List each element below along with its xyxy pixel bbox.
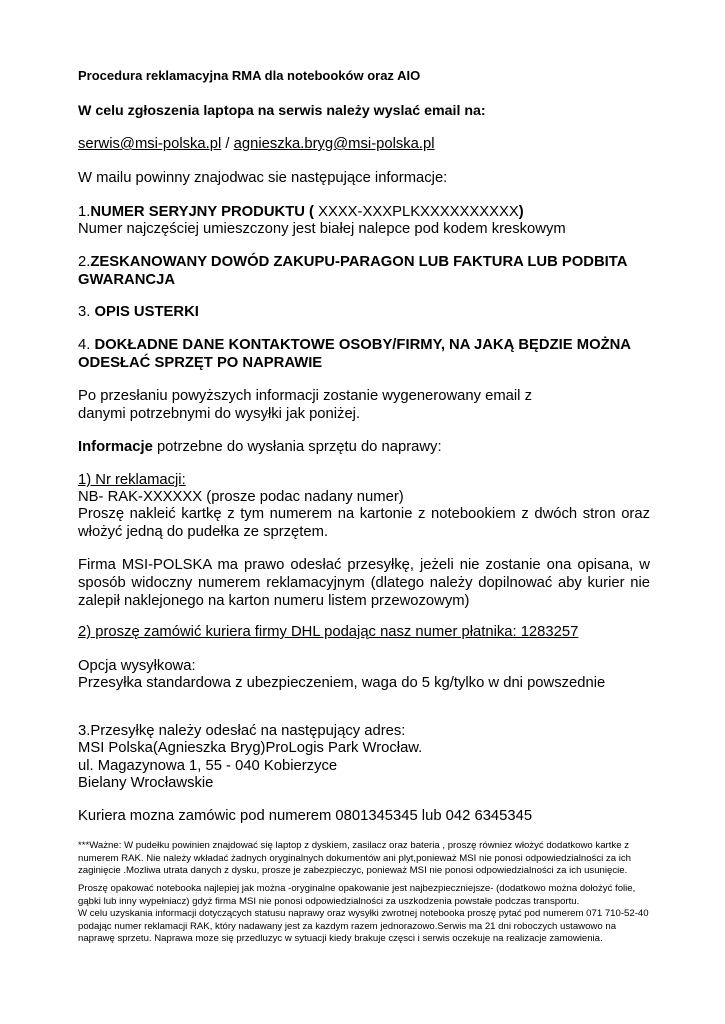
- rek-number-line: NB- RAK-XXXXXX (prosze podac nadany numer): [78, 489, 404, 505]
- mail-intro: W mailu powinny znajodwac sie następujące informacje:: [78, 170, 448, 186]
- email-separator: /: [221, 136, 234, 152]
- notes-block: [78, 883, 650, 946]
- email-link-serwis[interactable]: serwis@msi-polska.pl: [78, 136, 222, 152]
- doc-title: Procedura reklamacyjna RMA dla notebooków oraz AIO: [78, 68, 421, 83]
- courier-line: Kuriera mozna zamówic pod numerem 0801345345 lub 042 6345345: [78, 808, 533, 824]
- item-serial-value: XXXX-XXXPLKXXXXXXXXXX: [318, 204, 519, 220]
- item-serial-label: NUMER SERYJNY PRODUKTU (: [90, 204, 319, 220]
- opcja-text: Przesyłka standardowa z ubezpieczeniem, waga do 5 kg/tylko w dni powszednie: [78, 675, 606, 691]
- email-line: [78, 135, 650, 153]
- item-contact-text: DOKŁADNE DANE KONTAKTOWE OSOBY/FIRMY, NA JAKĄ BĘDZIE MOŻNA ODESŁAĆ SPRZĘT PO NAPRAWIE: [78, 337, 631, 371]
- address-line-1: MSI Polska(Agnieszka Bryg)ProLogis Park Wrocław.: [78, 740, 423, 756]
- after-paragraph: Po przesłaniu powyższych informacji zostanie wygenerowany email z danymi potrzebnymi do wysyłki jak poniżej.: [78, 388, 532, 422]
- item-contact: [78, 336, 658, 372]
- item-receipt: [78, 253, 658, 289]
- firma-paragraph: Firma MSI-POLSKA ma prawo odesłać przesyłkę, jeżeli nie zostanie ona opisana, w sposób widoczny numerem reklamacyjnym (dlatego należy dopilnować aby kurier nie zalepił naklejonego na karton numeru listem przewozowym): [78, 557, 650, 609]
- important-note: ***Ważne: W pudełku powinien znajdować się laptop z dyskiem, zasilacz oraz bateria , proszę równiez włożyć dodatkowo kartke z numerem RAK. Nie należy wkładać żadnych oryginalnych dokumentów ani plyt,ponieważ MSI nie ponosi odpowiedzialności za ich zaginięcie .Mozliwa utrata danych z dysku, prosze je zabezpieczyc, ponieważ MSI nie ponosi odpowiedzialności za ich usunięcie.: [78, 840, 631, 877]
- item-serial: [78, 203, 650, 221]
- opcja-label: Opcja wysyłkowa:: [78, 658, 196, 674]
- item-fault-number: 3.: [78, 304, 95, 320]
- item-fault: [78, 303, 650, 321]
- item-serial-number: 1.: [78, 204, 91, 220]
- item-receipt-text: ZESKANOWANY DOWÓD ZAKUPU-PARAGON LUB FAKTURA LUB PODBITA GWARANCJA: [78, 254, 627, 288]
- info-heading: [78, 438, 650, 456]
- email-link-agnieszka[interactable]: agnieszka.bryg@msi-polska.pl: [233, 136, 435, 152]
- item-contact-number: 4.: [78, 337, 95, 353]
- packing-note: Proszę opakować notebooka najlepiej jak można -oryginalne opakowanie jest najbezpieczniejsze- (dodatkowo można dołożyć folie, gąbki lub inny wypełniacz) gdyż firma MSI nie ponosi odpowiedzialności za uszkodzenia powstałe podczas transportu.: [78, 883, 636, 907]
- info-heading-rest: potrzebne do wysłania sprzętu do naprawy:: [152, 439, 442, 455]
- address-line-3: Bielany Wrocławskie: [78, 775, 214, 791]
- status-note: W celu uzyskania informacji dotyczących statusu naprawy oraz wysyłki zwrotnej notebooka proszę pytać pod numerem 071 710-52-40 podając numer reklamacji RAK, który nadawany jest za kazdym razem jednorazowo.Serwis ma 21 dni roboczych ustawowo na naprawę sprzetu. Naprawa moze się przedluzyc w sytuacji kiedy brakuje częsci i serwis oczekuje na realizacje zamowienia.: [78, 908, 649, 945]
- rek-heading: 1) Nr reklamacji:: [78, 472, 186, 488]
- dhl-line: 2) proszę zamówić kuriera firmy DHL podając nasz numer płatnika: 1283257: [78, 624, 579, 640]
- item-receipt-number: 2.: [78, 254, 91, 270]
- rek-paragraph: Proszę nakleić kartkę z tym numerem na kartonie z notebookiem z dwóch stron oraz włożyć jedną do pudełka ze sprzętem.: [78, 506, 650, 540]
- item-serial-close: ): [518, 204, 524, 220]
- address-intro: 3.Przesyłkę należy odesłać na następujący adres:: [78, 723, 406, 739]
- info-heading-bold: Informacje: [78, 439, 153, 455]
- doc-subtitle: W celu zgłoszenia laptopa na serwis należy wyslać email na:: [78, 103, 486, 119]
- item-fault-text: OPIS USTERKI: [94, 304, 199, 320]
- item-serial-note: Numer najczęściej umieszczony jest białej nalepce pod kodem kreskowym: [78, 221, 566, 237]
- address-line-2: ul. Magazynowa 1, 55 - 040 Kobierzyce: [78, 758, 338, 774]
